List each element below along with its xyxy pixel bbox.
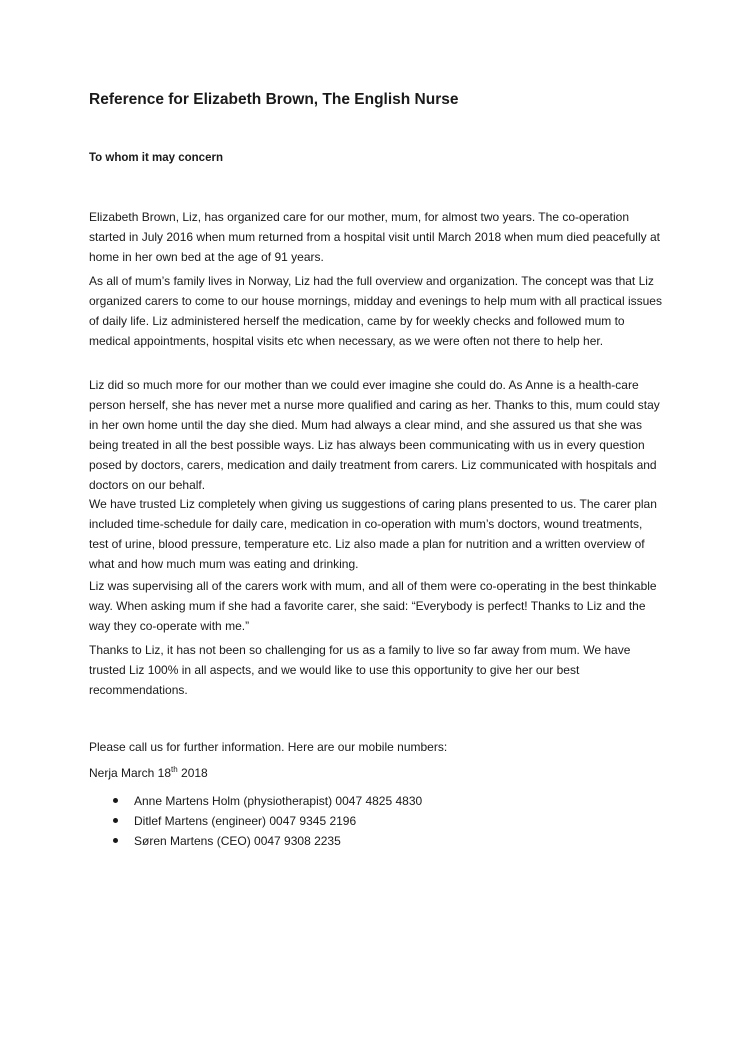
contact-text: Ditlef Martens (engineer) 0047 9345 2196: [134, 814, 357, 828]
bullet-icon: [113, 798, 118, 803]
paragraph-organization: As all of mum’s family lives in Norway, Liz had the full overview and organization. The concept was that Liz organized carers to come to our house mornings, midday and evenings to help mum with all practical issues of daily life. Liz administered herself the medication, came by for weekly checks and followed mum to medical appointments, hospital visits etc when necessary, as we were often not there to help her.: [89, 274, 662, 348]
contact-text: Anne Martens Holm (physiotherapist) 0047 4825 4830: [134, 794, 423, 808]
date-ordinal: th: [171, 765, 178, 774]
contact-list: [113, 791, 422, 851]
paragraph-qualifications: Liz did so much more for our mother than we could ever imagine she could do. As Anne is a health-care person herself, she has never met a nurse more qualified and caring as her. Thanks to this, mum could stay in her own home until the day she died. Mum had always a clear mind, and she assured us that she was being treated in all the best possible ways. Liz has always been communicating with us in every question posed by doctors, carers, medication and daily treatment from carers. Liz communicated with hospitals and doctors on our behalf.: [89, 378, 660, 492]
contact-item: [113, 811, 422, 831]
salutation: To whom it may concern: [89, 152, 223, 164]
paragraph-care-overview: Elizabeth Brown, Liz, has organized care for our mother, mum, for almost two years. The co-operation started in July 2016 when mum returned from a hospital visit until March 2018 when mum died peacefully at home in her own bed at the age of 91 years.: [89, 210, 660, 264]
date-year: 2018: [177, 766, 208, 780]
date-prefix: Nerja March 18: [89, 766, 172, 780]
letter-title: Reference for Elizabeth Brown, The English Nurse: [89, 91, 459, 108]
contact-text: Søren Martens (CEO) 0047 9308 2235: [134, 834, 341, 848]
bullet-icon: [113, 818, 118, 823]
letter-date: [89, 763, 664, 783]
closing-line: Please call us for further information. Here are our mobile numbers:: [89, 740, 448, 754]
paragraph-supervision: Liz was supervising all of the carers work with mum, and all of them were co-operating in the best thinkable way. When asking mum if she had a favorite carer, she said: “Everybody is perfect! Thanks to Liz and the way they co-operate with me.”: [89, 579, 657, 633]
paragraph-recommendation: Thanks to Liz, it has not been so challenging for us as a family to live so far away from mum. We have trusted Liz 100% in all aspects, and we would like to use this opportunity to give her our best recommendations.: [89, 643, 631, 697]
bullet-icon: [113, 838, 118, 843]
contact-item: [113, 791, 422, 811]
paragraph-care-plans: We have trusted Liz completely when giving us suggestions of caring plans presented to us. The carer plan included time-schedule for daily care, medication in co-operation with mum’s doctors, wound treatments, test of urine, blood pressure, temperature etc. Liz also made a plan for nutrition and a written overview of what and how much mum was eating and drinking.: [89, 497, 657, 571]
contact-item: [113, 831, 422, 851]
